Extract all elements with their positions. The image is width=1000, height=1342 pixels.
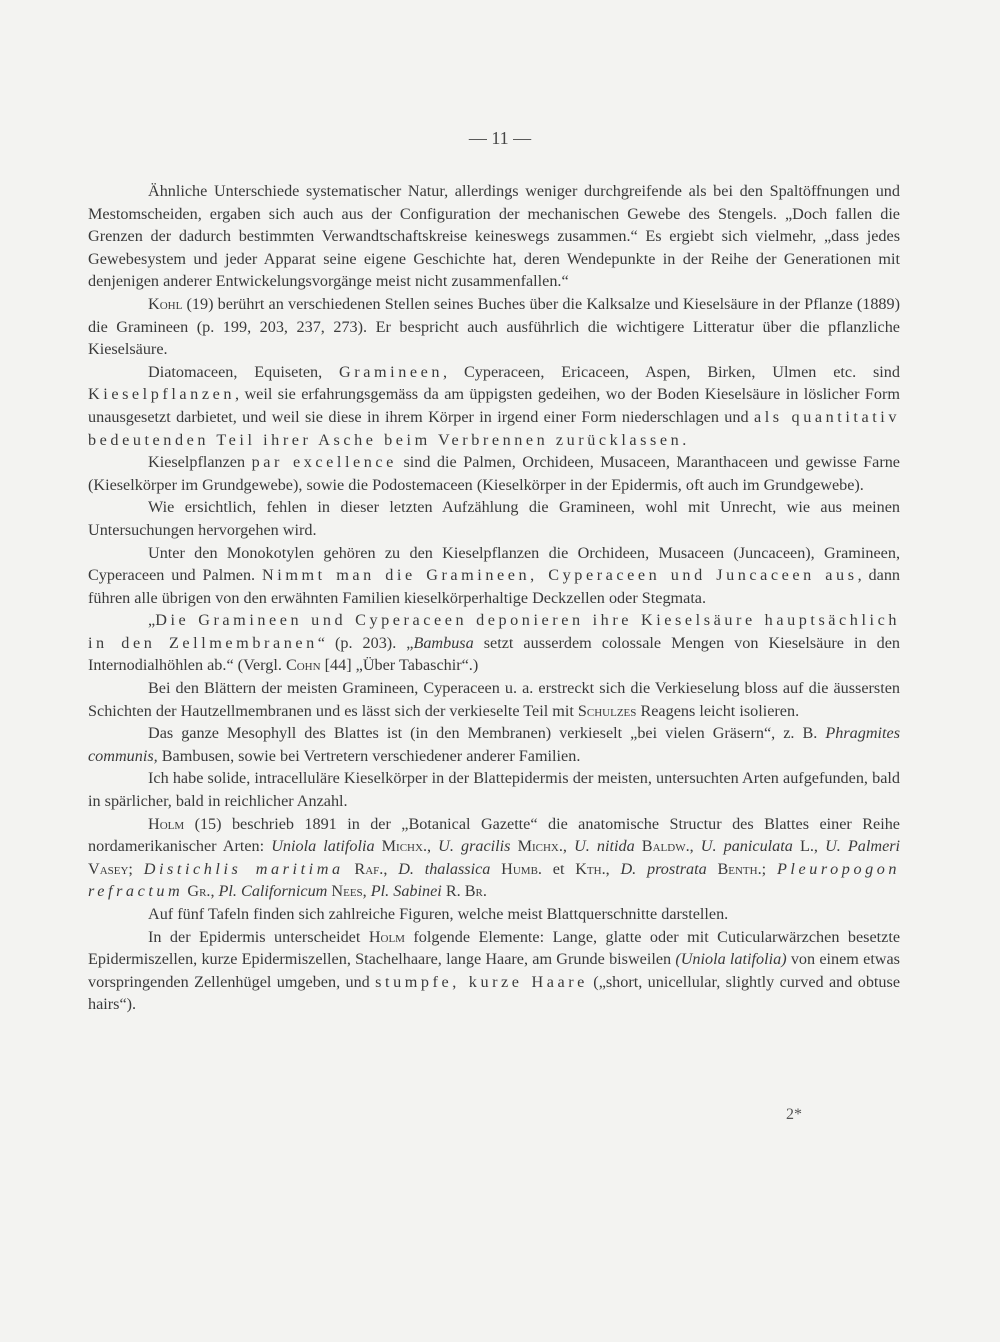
spaced-emphasis: als quantitativ bedeutenden Teil ihrer Asche beim Verbrennen zurücklassen: [88, 407, 900, 449]
italic-taxon: U. gracilis: [438, 837, 511, 856]
author-name: Gr.: [183, 882, 211, 901]
italic-taxon: Pl. Californicum: [218, 882, 328, 901]
paragraph-text: ,: [362, 882, 371, 901]
italic-taxon: U. Palmeri: [825, 837, 901, 856]
italic-taxon: Pl. Sabinei: [370, 882, 442, 901]
italic-taxon: Bambusa: [413, 633, 474, 652]
author-name: Holm: [368, 927, 405, 946]
italic-taxon: U. nitida: [574, 837, 635, 856]
paragraph-text: In der Epidermis unterscheidet: [148, 927, 369, 946]
paragraph-text: Das ganze Mesophyll des Blattes ist (in den Membranen) verkieselt „bei vielen Gräsern“, z. B.: [148, 724, 826, 743]
author-name: Humb.: [490, 859, 542, 878]
spaced-emphasis: par excellence: [251, 453, 397, 472]
paragraph-text: ,: [427, 837, 439, 856]
paragraph-text: ,: [562, 837, 575, 856]
page-number: — 11 —: [468, 128, 532, 148]
italic-taxon: Uniola latifolia: [271, 837, 375, 856]
spaced-emphasis: Die Gramineen und Cyperaceen deponieren ihre Kieselsäure hauptsächlich in den Zellmembranen: [88, 611, 900, 652]
paragraph-text: ;: [128, 859, 144, 878]
spaced-emphasis: Nimmt man die Gramineen, Cyperaceen und Juncaceen aus: [262, 566, 858, 585]
author-name: Kohl: [148, 294, 183, 313]
italic-taxon: Distichlis maritima: [143, 859, 344, 878]
paragraph-text: [44] „Über Tabaschir“.): [320, 656, 479, 675]
paragraph-text: (15) beschrieb 1891 in der „Botanical Gazette“ die anatomische Structur des Blattes einer Reihe nordamerikanischer Arten:: [88, 814, 900, 856]
paragraph-text: „: [148, 611, 156, 630]
paragraph: [88, 677, 900, 722]
paragraph: [88, 767, 900, 812]
paragraph-text: Reagens leicht isolieren.: [636, 701, 800, 720]
paragraph-text: “ (p. 203). „: [317, 633, 414, 652]
paragraph-text: („short, unicellular, slightly curved and obtuse hairs“).: [88, 972, 900, 1014]
paragraph-text: ,: [383, 859, 399, 878]
printer-signature: 2*: [786, 1106, 802, 1123]
paragraph: [88, 813, 900, 903]
paragraph-text: ;: [761, 859, 777, 878]
paragraph-text: setzt ausserdem colossale Mengen von Kieselsäure in den Internodialhöhlen ab.“ (Vergl.: [88, 633, 900, 675]
italic-taxon: Phragmites communis,: [88, 724, 900, 765]
author-name: Baldw.: [634, 837, 690, 856]
spaced-emphasis: Gramineen: [339, 362, 444, 381]
author-name: Nees: [327, 882, 363, 901]
paragraph-text: Unter den Monokotylen gehören zu den Kieselpflanzen die Orchideen, Musaceen (Juncaceen), Gramineen, Cyperaceen und Palmen.: [88, 543, 900, 585]
spaced-emphasis: stumpfe, kurze Haare: [375, 972, 588, 991]
italic-taxon: U. paniculata: [700, 837, 793, 856]
paragraph: [88, 903, 900, 926]
italic-taxon: D. prostrata: [620, 859, 707, 878]
paragraph-text: Diatomaceen, Equiseten,: [148, 362, 340, 381]
paragraph: [88, 451, 900, 496]
paragraph-text: Ich habe solide, intracelluläre Kieselkörper in der Blattepidermis der meisten, untersuchten Arten aufgefunden, bald in spärlicher, bald in reichlicher Anzahl.: [88, 769, 900, 811]
paragraph: [88, 722, 900, 767]
paragraph-text: .: [682, 430, 687, 449]
body-text: [88, 180, 900, 1016]
paragraph-text: Wie ersichtlich, fehlen in dieser letzten Aufzählung die Gramineen, wohl mit Unrecht, wie aus meinen Untersuchungen hervorgehen wird.: [88, 498, 900, 539]
author-name: Cohn: [285, 656, 321, 675]
spaced-emphasis: Kieselpflanzen: [88, 385, 235, 404]
paragraph-text: L.,: [792, 837, 826, 856]
italic-taxon: (Uniola latifolia): [675, 950, 787, 969]
author-name: Holm: [148, 814, 185, 833]
paragraph: [88, 496, 900, 541]
paragraph: [88, 542, 900, 610]
author-name: Schulzes: [577, 701, 637, 720]
italic-taxon: D. thalassica: [398, 859, 491, 878]
paragraph-text: Bei den Blättern der meisten Gramineen, Cyperaceen u. a. erstreckt sich die Verkieselung bloss auf die äussersten Schichten der Hautzellmembranen und es lässt sich der verkieselte Teil mit: [88, 679, 900, 720]
paragraph-text: , Cyperaceen, Ericaceen, Aspen, Birken, Ulmen etc. sind: [443, 362, 900, 381]
author-name: Raf.: [343, 859, 384, 878]
paragraph-text: sind die Palmen, Orchideen, Musaceen, Maranthaceen und gewisse Farne (Kieselkörper im Grundgewebe), sowie die Podostemaceen (Kieselkörper in der Epidermis, oft auch im Grundgewebe).: [88, 453, 900, 494]
author-name: Michx.: [374, 837, 427, 856]
paragraph-text: , weil sie erfahrungsgemäss da am üppigsten gedeihen, wo der Boden Kieselsäure in löslicher Form unausgesetzt darbietet, und weil sie diese in ihrem Körper in irgend einer Form niederschlagen und: [88, 385, 900, 426]
author-name: Benth.: [706, 859, 762, 878]
paragraph-text: Kieselpflanzen: [148, 453, 252, 472]
paragraph-text: Ähnliche Unterschiede systematischer Natur, allerdings weniger durchgreifende als bei den Spaltöffnungen und Mestomscheiden, ergaben sich auch aus der Configuration der mechanischen Gewebe des Stengels. „Doch fallen die Grenzen der dadurch bestimmten Verwandtschaftskreise keineswegs zusammen.“ Es ergiebt sich vielmehr, „dass jedes Gewebesystem und jeder Apparat seine eigene Geschichte hat, deren Wendepunkte in der Reihe der Generationen mit denjenigen anderer Entwickelungsvorgänge meist nicht zusammenfallen.“: [88, 182, 900, 291]
italic-taxon: Pleuropogon refractum: [88, 859, 901, 901]
paragraph-text: , dann führen alle übrigen von den erwähnten Familien kieselkörperhaltige Deckzellen oder Stegmata.: [88, 566, 901, 607]
paragraph-text: von einem etwas vorspringenden Zellenhügel umgeben, und: [88, 950, 900, 991]
paragraph: [88, 926, 900, 1016]
paragraph: [88, 180, 900, 293]
paragraph-text: Bambusen, sowie bei Vertretern verschiedener anderer Familien.: [157, 746, 581, 765]
paragraph-text: Auf fünf Tafeln finden sich zahlreiche Figuren, welche meist Blattquerschnitte darstellen.: [148, 905, 729, 923]
author-name: Kth.: [575, 859, 606, 878]
paragraph-text: ,: [210, 882, 219, 901]
author-name: Vasey: [88, 859, 129, 878]
paragraph: [88, 361, 900, 451]
paragraph-text: et: [541, 859, 576, 878]
paragraph-text: (19) berührt an verschiedenen Stellen seines Buches über die Kalksalze und Kieselsäure in der Pflanze (1889) die Gramineen (p. 199, 203, 237, 273). Er bespricht auch ausführlich die wichtigere Litteratur über die pflanzliche Kieselsäure.: [88, 294, 900, 359]
paragraph: [88, 293, 900, 361]
paragraph-text: ,: [605, 859, 621, 878]
paragraph-text: ,: [689, 837, 701, 856]
author-name: R. Br.: [441, 882, 487, 901]
paragraph-text: folgende Elemente: Lange, glatte oder mit Cuticularwärzchen besetzte Epidermiszellen, kurze Epidermiszellen, Stachelhaare, lange Haare, am Grunde bisweilen: [88, 927, 900, 969]
author-name: Michx.: [510, 837, 563, 856]
paragraph: [88, 609, 900, 677]
